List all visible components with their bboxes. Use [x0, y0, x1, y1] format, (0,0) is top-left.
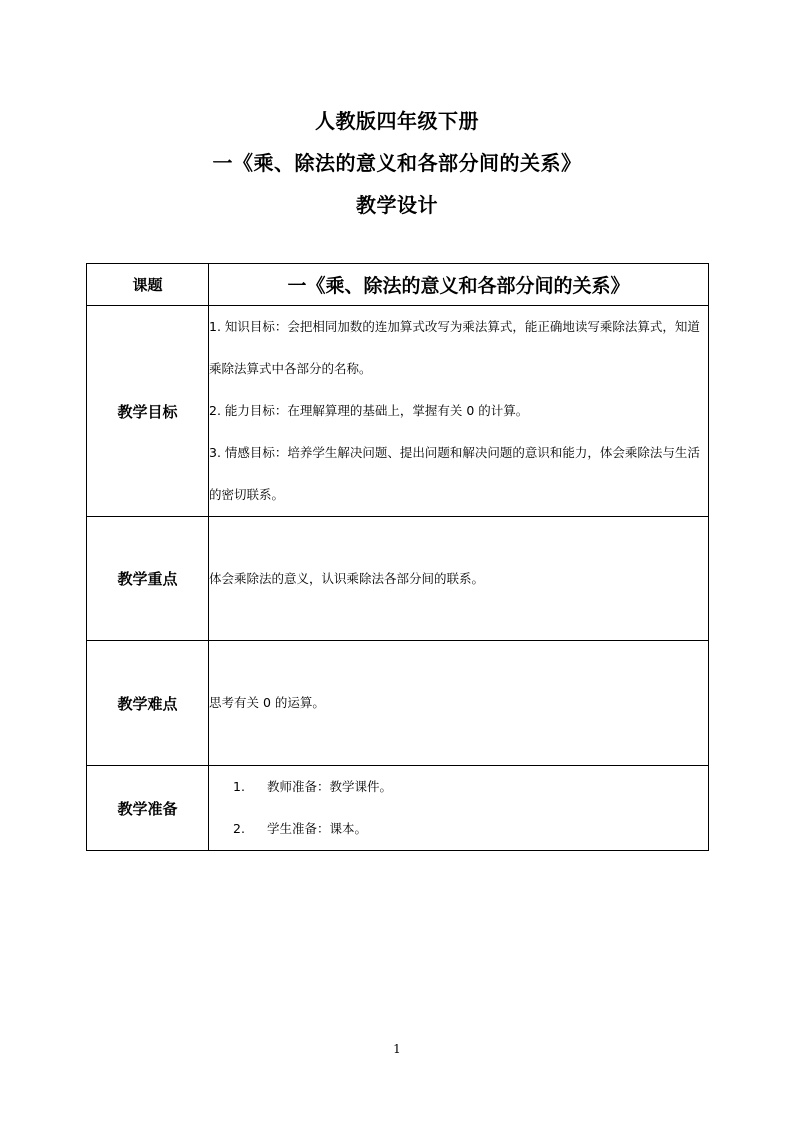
prep-item-student: [209, 808, 708, 850]
goal-item-emotion: 3. 情感目标：培养学生解决问题、提出问题和解决问题的意识和能力，体会乘除法与生活的密切联系。: [209, 445, 700, 502]
prep-item-number: 1.: [233, 779, 245, 794]
page-number: 1: [393, 1042, 401, 1056]
prep-item-text: 教师准备：教学课件。: [267, 779, 393, 794]
goal-item-knowledge: 1. 知识目标：会把相同加数的连加算式改写为乘法算式，能正确地读写乘除法算式，知道乘除法算式中各部分的名称。: [209, 319, 700, 376]
topic-value: 一《乘、除法的意义和各部分间的关系》: [209, 264, 709, 306]
prep-label: 教学准备: [87, 766, 209, 851]
prep-item-number: 2.: [233, 821, 245, 836]
goals-content: [209, 306, 709, 517]
keypoint-value: 体会乘除法的意义，认识乘除法各部分间的联系。: [209, 517, 709, 641]
prep-row: [87, 766, 709, 851]
difficulty-label: 教学难点: [87, 641, 209, 766]
goal-item-ability: 2. 能力目标：在理解算理的基础上，掌握有关 0 的计算。: [209, 403, 529, 418]
prep-item-teacher: [209, 766, 708, 808]
title-line-3: 教学设计: [356, 193, 438, 217]
title-line-2: 一《乘、除法的意义和各部分间的关系》: [212, 151, 582, 175]
keypoint-row: [87, 517, 709, 641]
keypoint-label: 教学重点: [87, 517, 209, 641]
topic-label: 课题: [87, 264, 209, 306]
topic-row: [87, 264, 709, 306]
difficulty-row: [87, 641, 709, 766]
lesson-plan-table: [86, 263, 709, 851]
prep-content: [209, 766, 709, 851]
title-line-1: 人教版四年级下册: [315, 109, 479, 133]
document-title: [0, 100, 794, 226]
goals-label: 教学目标: [87, 306, 209, 517]
difficulty-value: 思考有关 0 的运算。: [209, 641, 709, 766]
prep-item-text: 学生准备：课本。: [267, 821, 368, 836]
goals-row: [87, 306, 709, 517]
